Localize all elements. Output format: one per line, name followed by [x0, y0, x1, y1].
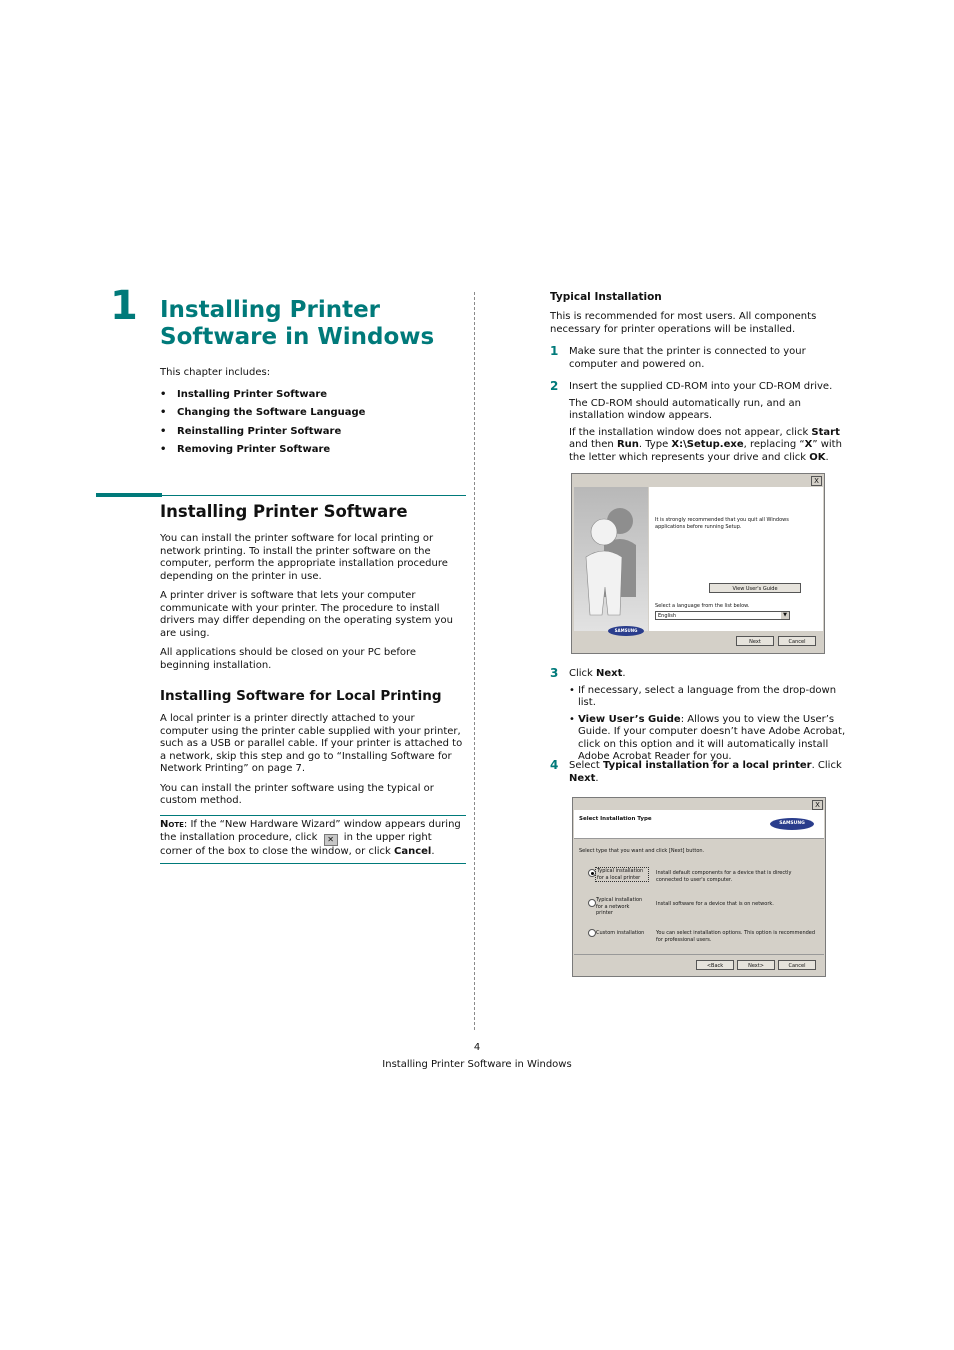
- chapter-topic-item: • Reinstalling Printer Software: [160, 423, 460, 442]
- step-number: 2: [550, 379, 559, 393]
- note-label: Note: [160, 819, 184, 830]
- chevron-down-icon[interactable]: ▼: [781, 612, 789, 619]
- column-divider: [474, 292, 475, 1030]
- language-value: English: [658, 613, 677, 619]
- step-number: 3: [550, 666, 559, 680]
- view-users-guide-button[interactable]: View User's Guide: [709, 583, 801, 593]
- setup-window-screenshot: [571, 473, 825, 654]
- radio-custom[interactable]: [588, 929, 596, 937]
- option-desc-typical-local: Install default components for a device that is directly connected to user's computer.: [656, 870, 792, 883]
- setup-content-pane: [649, 487, 823, 631]
- step-text-part: : Allows you to view the User’s Guide. If your computer doesn’t have Adobe Acrobat, click on this option and it will automatically install Adobe Acrobat Reader for you.: [578, 713, 846, 762]
- step-text-part: , replacing “: [743, 439, 805, 450]
- button-separator: [574, 954, 824, 955]
- section-rule-line: [162, 495, 466, 496]
- note-box: [160, 815, 466, 864]
- option-label: Typical installation for a local printer: [603, 760, 812, 771]
- start-label: Start: [811, 426, 840, 438]
- section-paragraph: You can install the printer software for local printing or network printing. To install the printer software on the computer, perform the appropriate installation procedure depending on the printer in use.: [160, 533, 448, 582]
- step-text-part: .: [825, 451, 829, 463]
- note-end: .: [431, 845, 435, 857]
- step-text: The CD-ROM should automatically run, and an installation window appears.: [569, 397, 801, 421]
- install-type-header: [574, 810, 824, 839]
- radio-dot: [591, 872, 594, 875]
- bullet-mark: •: [569, 713, 579, 725]
- typical-installation-desc: This is recommended for most users. All components necessary for printer operations will be installed.: [550, 311, 817, 335]
- section-paragraph: All applications should be closed on your PC before beginning installation.: [160, 647, 417, 671]
- option-label-typical-network[interactable]: Typical installation for a network printer: [596, 897, 643, 916]
- note-text: in the upper right corner of the box to close the window, or click: [160, 831, 432, 857]
- section-paragraph: A printer driver is software that lets your computer communicate with your printer. The procedure to install drivers may differ depending on the operating system you are using.: [160, 590, 453, 639]
- install-type-window-screenshot: [572, 797, 826, 977]
- step-text-part: Click: [569, 668, 593, 679]
- radio-typical-network[interactable]: [588, 899, 596, 907]
- next-label: Next: [569, 772, 596, 784]
- cancel-button[interactable]: Cancel: [778, 960, 816, 970]
- step-number: 1: [550, 344, 559, 358]
- close-icon: X: [811, 476, 822, 486]
- close-icon: X: [812, 800, 823, 810]
- step-text-part: . Click: [811, 760, 842, 771]
- language-select[interactable]: [655, 611, 790, 620]
- step-1: [569, 346, 857, 375]
- setup-side-graphic: [574, 487, 648, 631]
- section-rule-accent: [96, 493, 162, 497]
- ok-label: OK: [809, 451, 826, 463]
- option-label-typical-local[interactable]: Typical installation for a local printer: [595, 867, 649, 882]
- subsection-paragraph: You can install the printer software using the typical or custom method.: [160, 782, 434, 806]
- subsection-paragraph: A local printer is a printer directly attached to your computer using the printer cable supplied with your printer, such as a USB or parallel cable. If your printer is attached to a network, skip this step and go to “Installing Software for Network Printing” on page 7.: [160, 713, 463, 774]
- step-text: [569, 760, 857, 785]
- next-label: Next: [596, 668, 623, 679]
- chapter-topic-item: • Changing the Software Language: [160, 404, 460, 423]
- step-text-part: .: [595, 772, 599, 784]
- chapter-contents: [160, 367, 460, 460]
- step-2: [569, 381, 857, 468]
- next-button[interactable]: Next>: [737, 960, 775, 970]
- cancel-button[interactable]: Cancel: [778, 636, 816, 646]
- step-text-part: Select: [569, 760, 600, 771]
- step-text: Make sure that the printer is connected to your computer and powered on.: [569, 346, 806, 370]
- view-guide-label: View User’s Guide: [578, 713, 681, 725]
- user-figure-icon: [574, 487, 648, 631]
- option-desc-typical-network: Install software for a device that is on network.: [656, 901, 774, 907]
- run-label: Run: [616, 439, 639, 450]
- install-type-title: Select Installation Type: [579, 816, 652, 822]
- step-4: [569, 760, 857, 789]
- chapter-intro: This chapter includes:: [160, 367, 271, 378]
- typical-installation-title: Typical Installation: [550, 291, 662, 303]
- section-title: Installing Printer Software: [160, 502, 408, 521]
- samsung-logo: SAMSUNG: [770, 818, 814, 830]
- subsection-title: Installing Software for Local Printing: [160, 688, 442, 704]
- step-text-part: .: [622, 668, 626, 679]
- step-text-part: and then: [569, 439, 614, 450]
- step-3: [569, 668, 857, 768]
- setup-command: X:\Setup.exe: [671, 439, 744, 450]
- step-number: 4: [550, 758, 559, 772]
- section-body: [160, 533, 466, 815]
- install-type-prompt: Select type that you want and click [Next] button.: [579, 848, 705, 854]
- samsung-logo: SAMSUNG: [608, 626, 644, 636]
- chapter-title: Installing Printer Software in Windows: [160, 297, 435, 350]
- step-bullet: • If necessary, select a language from the drop-down list.: [569, 684, 837, 708]
- option-desc-custom: You can select installation options. This option is recommended for professional users.: [656, 930, 816, 943]
- footer-title: Installing Printer Software in Windows: [382, 1059, 572, 1070]
- step-text: [569, 668, 857, 681]
- option-label-custom[interactable]: Custom installation: [596, 930, 645, 936]
- back-button[interactable]: <Back: [696, 960, 734, 970]
- chapter-topic-list: [160, 386, 460, 460]
- note-cancel: Cancel: [393, 845, 432, 857]
- chapter-topic-item: • Removing Printer Software: [160, 441, 460, 460]
- close-icon: ✕: [324, 834, 338, 846]
- step-text: Insert the supplied CD-ROM into your CD-ROM drive.: [569, 381, 833, 392]
- step-text-part: ” with the letter which represents your drive and click: [569, 439, 842, 463]
- note-text: : If the “New Hardware Wizard” window appears during the installation procedure, click: [160, 819, 461, 843]
- chapter-number: 1: [110, 283, 138, 329]
- setup-message: It is strongly recommended that you quit all Windows applications before running Setup.: [655, 517, 789, 530]
- step-text-part: . Type: [638, 439, 669, 450]
- page-number: 4: [473, 1042, 481, 1053]
- next-button[interactable]: Next: [736, 636, 774, 646]
- step-bullet: [569, 714, 857, 764]
- drive-letter: X: [804, 439, 813, 450]
- chapter-topic-item: • Installing Printer Software: [160, 386, 460, 405]
- step-text-part: If the installation window does not appear, click: [569, 426, 809, 438]
- step-text: [569, 427, 857, 465]
- language-label: Select a language from the list below.: [655, 603, 750, 609]
